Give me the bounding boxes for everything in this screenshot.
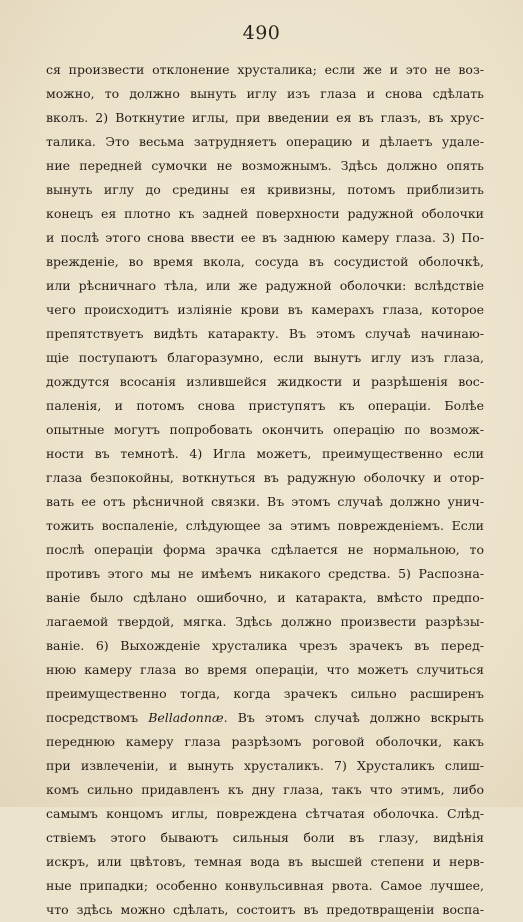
text-line: вколъ. 2) Воткнутие иглы, при введении ея въ глазъ, въ хрус-	[46, 110, 484, 125]
text-line: чего происходитъ изліяніе крови въ камерахъ глаза, которое	[46, 302, 484, 317]
text-line: ся произвести отклонение хрусталика; если же и это не воз-	[46, 62, 484, 77]
text-line: преимущественно тогда, когда зрачекъ сильно расширенъ	[46, 686, 484, 701]
text-line: послѣ операціи форма зрачка сдѣлается не нормальною, то	[46, 542, 484, 557]
text-line: или рѣсничнаго тѣла, или же радужной оболочки: вслѣдствіе	[46, 278, 484, 293]
text-line: вынуть иглу до средины ея кривизны, потомъ приблизить	[46, 182, 484, 197]
text-line: ваніе. 6) Выхожденіе хрусталика чрезъ зрачекъ въ перед-	[46, 638, 484, 653]
text-line: нюю камеру глаза во время операціи, что можетъ случиться	[46, 662, 484, 677]
text-line: противъ этого мы не имѣемъ никакого средства. 5) Распозна-	[46, 566, 484, 581]
body-text	[46, 58, 484, 922]
text-line: глаза безпокойны, воткнуться въ радужную оболочку и отор-	[46, 470, 484, 485]
text-line: и послѣ этого снова ввести ее въ заднюю камеру глаза. 3) По-	[46, 230, 484, 245]
text-line: можно, то должно вынуть иглу изъ глаза и снова сдѣлать	[46, 86, 484, 101]
italic-term: Belladonnæ	[148, 710, 224, 725]
text-line: препятствуетъ видѣть катаракту. Въ этомъ случаѣ начинаю-	[46, 326, 484, 341]
text-line: талика. Это весьма затрудняетъ операцию и дѣлаетъ удале-	[46, 134, 484, 149]
text-line: при извлеченіи, и вынуть хрусталикъ. 7) Хрусталикъ слиш-	[46, 758, 484, 773]
text-line: ствіемъ этого бываютъ сильныя боли въ глазу, видѣнія	[46, 830, 484, 845]
text-line: врежденіе, во время вкола, сосуда въ сосудистой оболочкѣ,	[46, 254, 484, 269]
text-line: тожить воспаленіе, слѣдующее за этимъ поврежденіемъ. Если	[46, 518, 484, 533]
text-line: вать ее отъ рѣсничной связки. Въ этомъ случаѣ должно унич-	[46, 494, 484, 509]
text-line: лагаемой твердой, мягка. Здѣсь должно произвести разрѣзы-	[46, 614, 484, 629]
text-line: паленія, и потомъ снова приступятъ къ операціи. Болѣе	[46, 398, 484, 413]
text-line: искръ, или цвѣтовъ, темная вода въ высшей степени и нерв-	[46, 854, 484, 869]
text-line: ности въ темнотѣ. 4) Игла можетъ, преимущественно если	[46, 446, 484, 461]
text-line: ные припадки; особенно конвульсивная рвота. Самое лучшее,	[46, 878, 484, 893]
text-line: что здѣсь можно сдѣлать, состоитъ въ предотвращеніи воспа-	[46, 902, 484, 917]
text-line: ние передней сумочки не возможнымъ. Здѣсь должно опять	[46, 158, 484, 173]
text-line: переднюю камеру глаза разрѣзомъ роговой оболочки, какъ	[46, 734, 484, 749]
text-line: посредствомъ Belladonnæ. Въ этомъ случаѣ должно вскрыть	[46, 710, 484, 725]
text-line: самымъ концомъ иглы, повреждена сѣтчатая оболочка. Слѣд-	[46, 806, 484, 821]
text-line: опытные могутъ попробовать окончить операцію по возмож-	[46, 422, 484, 437]
text-line: дождутся всосанія излившейся жидкости и разрѣшенія вос-	[46, 374, 484, 389]
text-line: ваніе было сдѣлано ошибочно, и катаракта, вмѣсто предпо-	[46, 590, 484, 605]
text-line: комъ сильно придавленъ къ дну глаза, такъ что этимъ, либо	[46, 782, 484, 797]
page-number: 490	[242, 22, 281, 44]
text-line: конецъ ея плотно къ задней поверхности радужной оболочки	[46, 206, 484, 221]
text-line: щіе поступаютъ благоразумно, если вынутъ иглу изъ глаза,	[46, 350, 484, 365]
